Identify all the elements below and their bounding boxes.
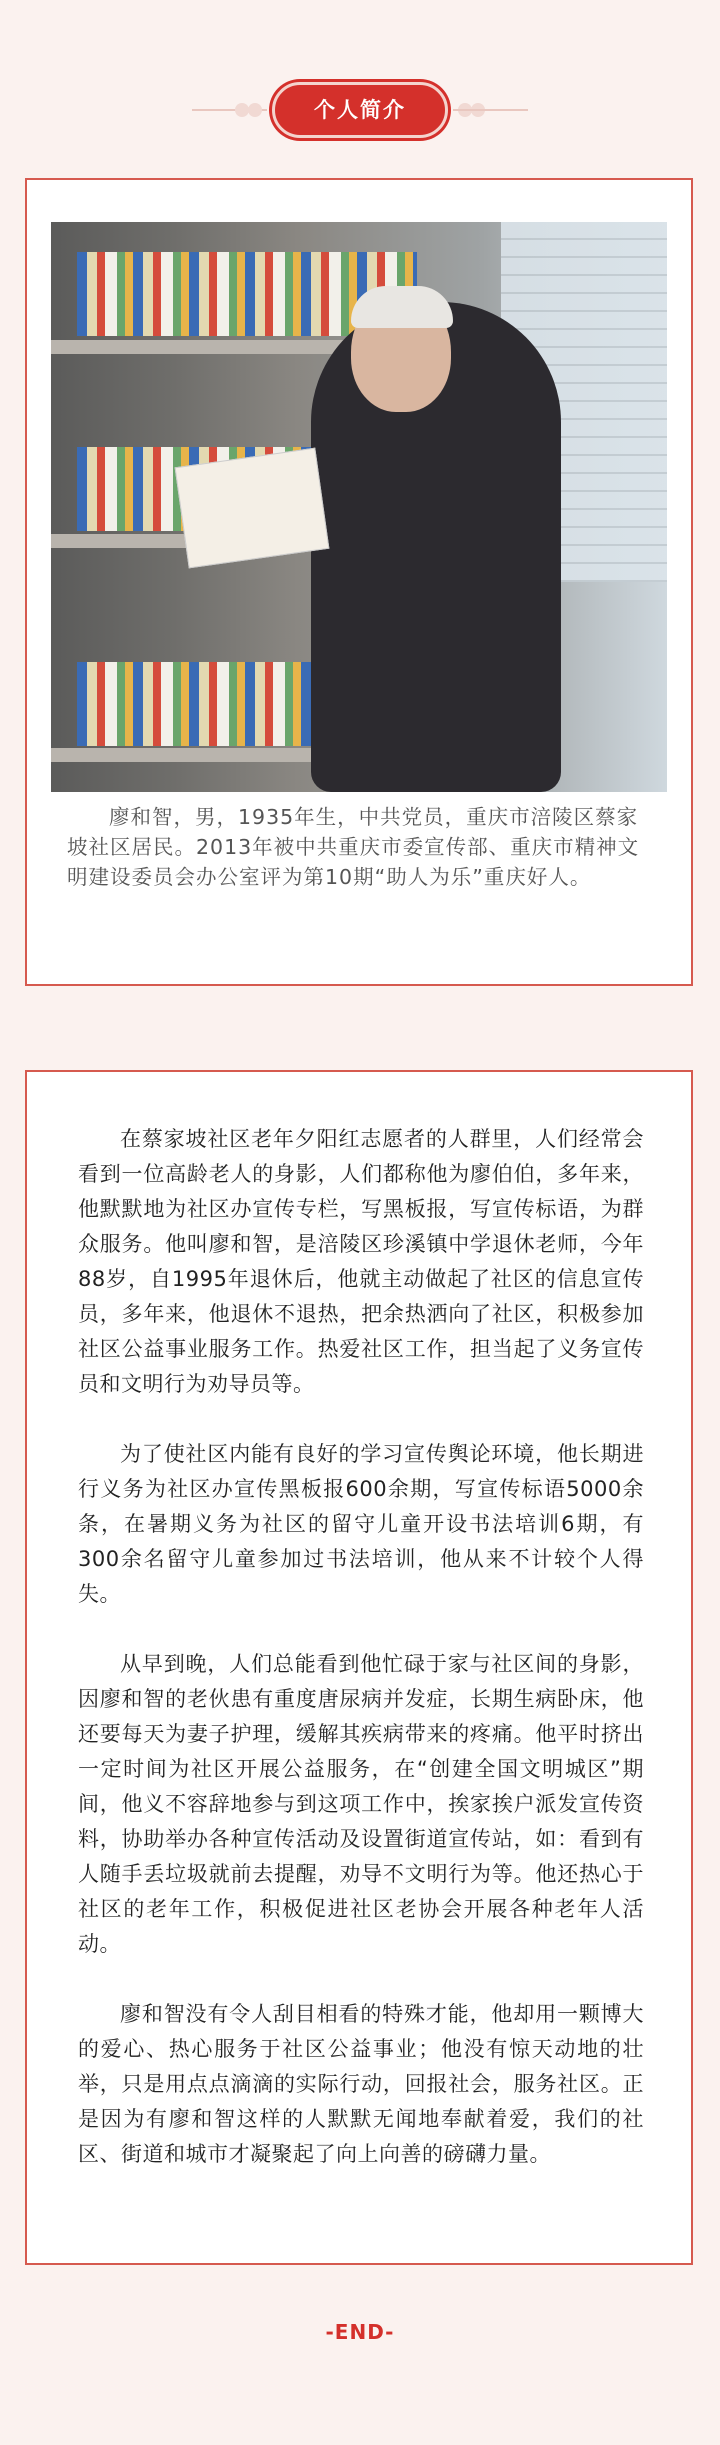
story-paragraph: 从早到晚，人们总能看到他忙碌于家与社区间的身影，因廖和智的老伙患有重度唐尿病并发症，长期生病卧床，他还要每天为妻子护理，缓解其疾病带来的疼痛。他平时挤出一定时间为社区开展公益服务，在“创建全国文明城区”期间，他义不容辞地参与到这项工作中，挨家挨户派发宣传资料，协助举办各种宣传活动及设置街道宣传站，如：看到有人随手丢垃圾就前去提醒，劝导不文明行为等。他还热心于社区的老年工作，积极促进社区老协会开展各种老年人活动。 (78, 1652, 644, 1956)
newspaper (175, 448, 330, 569)
portrait-photo (51, 222, 667, 792)
section-title: 个人简介 (272, 82, 448, 138)
story-body (78, 1122, 644, 2207)
divider-line (453, 109, 528, 111)
intro-caption: 廖和智，男，1935年生，中共党员，重庆市涪陵区蔡家坡社区居民。2013年被中共重庆市委宣传部、重庆市精神文明建设委员会办公室评为第10期“助人为乐”重庆好人。 (67, 805, 640, 889)
decor-dot (235, 103, 249, 117)
decor-dot (248, 103, 262, 117)
end-marker: -END- (325, 2320, 395, 2344)
story-paragraph: 在蔡家坡社区老年夕阳红志愿者的人群里，人们经常会看到一位高龄老人的身影，人们都称他为廖伯伯，多年来，他默默地为社区办宣传专栏，写黑板报，写宣传标语，为群众服务。他叫廖和智，是涪陵区珍溪镇中学退休老师，今年88岁，自1995年退休后，他就主动做起了社区的信息宣传员，多年来，他退休不退热，把余热洒向了社区，积极参加社区公益事业服务工作。热爱社区工作，担当起了义务宣传员和文明行为劝导员等。 (78, 1127, 644, 1396)
elderly-man-hair (351, 286, 453, 328)
section-header (0, 75, 720, 145)
story-paragraph: 廖和智没有令人刮目相看的特殊才能，他却用一颗博大的爱心、热心服务于社区公益事业；他没有惊天动地的壮举，只是用点点滴滴的实际行动，回报社会，服务社区。正是因为有廖和智这样的人默默无闻地奉献着爱，我们的社区、街道和城市才凝聚起了向上向善的磅礴力量。 (78, 2002, 644, 2166)
story-card (25, 1070, 693, 2265)
story-paragraph: 为了使社区内能有良好的学习宣传舆论环境，他长期进行义务为社区办宣传黑板报600余期，写宣传标语5000余条，在暑期义务为社区的留守儿童开设书法培训6期，有300余名留守儿童参加过书法培训，他从来不计较个人得失。 (78, 1442, 644, 1606)
intro-card (25, 178, 693, 986)
